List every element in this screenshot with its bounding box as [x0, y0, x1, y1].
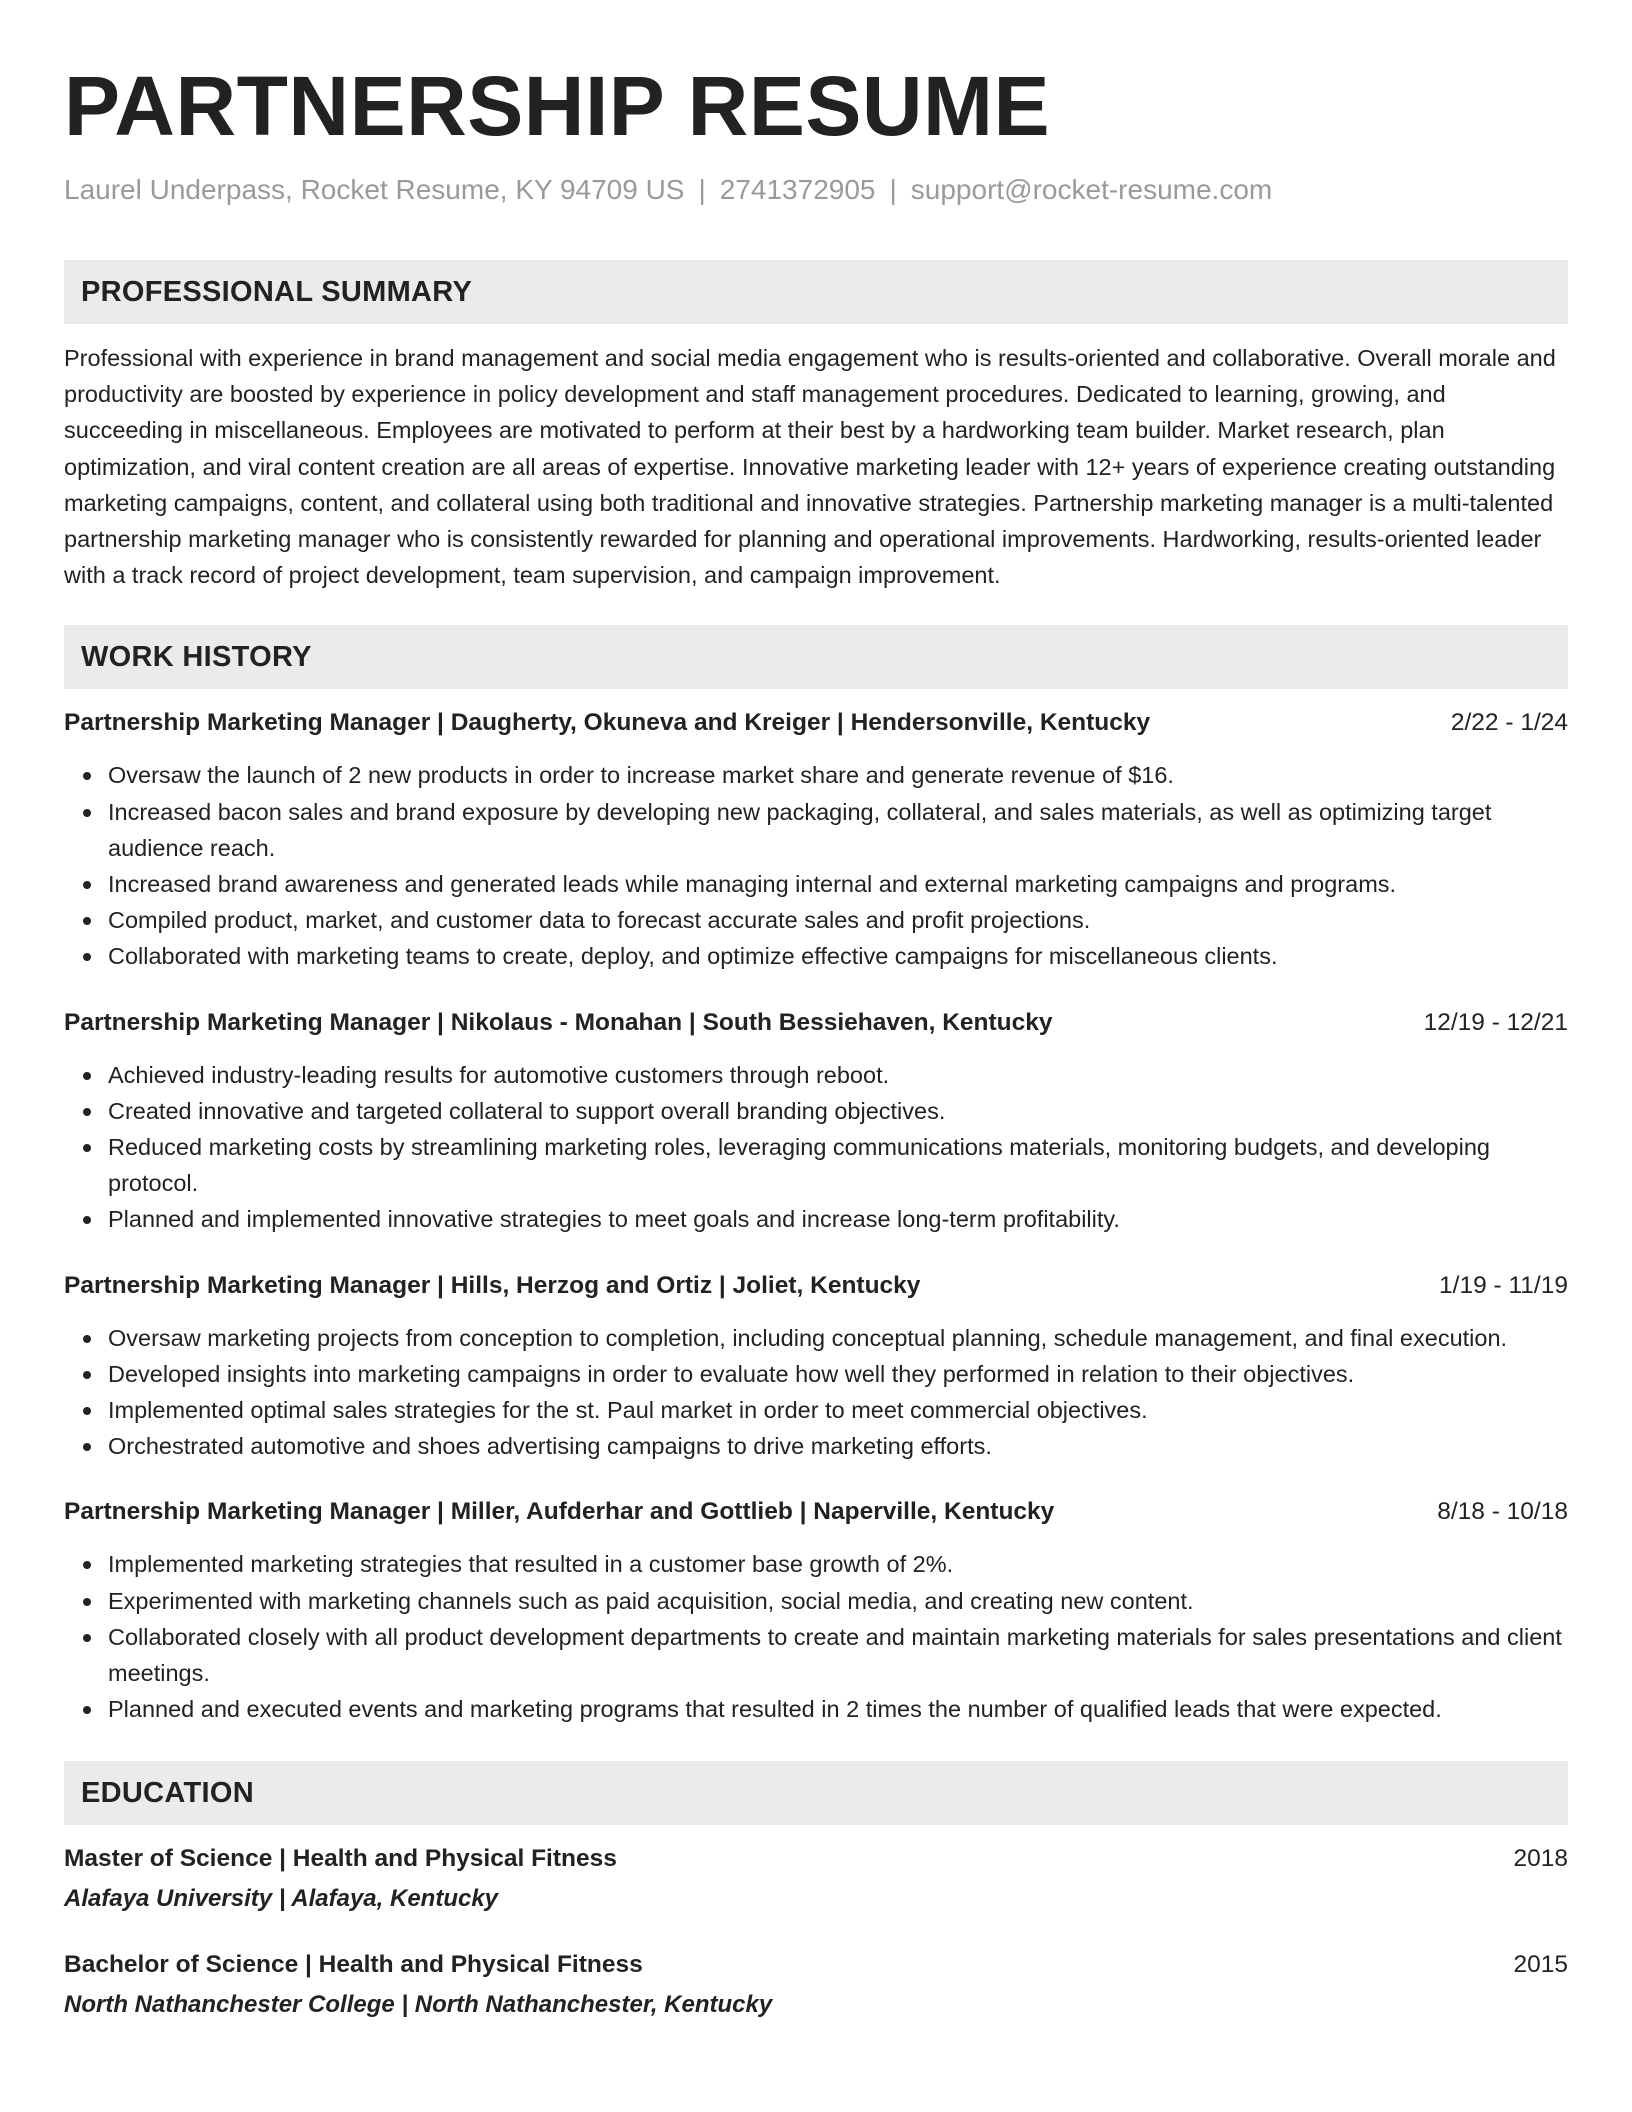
job-dates: 2/22 - 1/24 — [1450, 709, 1568, 737]
job-bullet: Increased bacon sales and brand exposure by developing new packaging, collateral, and sales materials, as well as optimizing target audience reach. — [108, 794, 1568, 866]
job-bullet: Increased brand awareness and generated leads while managing internal and external marketing campaigns and programs. — [108, 866, 1568, 902]
section-heading-education: EDUCATION — [64, 1761, 1568, 1825]
summary-text: Professional with experience in brand management and social media engagement who is results-oriented and collaborative. Overall morale and productivity are boosted by experience in policy development and staff management procedures. Dedicated to learning, growing, and succeeding in miscellaneous. Employees are motivated to perform at their best by a hardworking team builder. Market research, plan optimization, and viral content creation are all areas of expertise. Innovative marketing leader with 12+ years of experience creating outstanding marketing campaigns, content, and collateral using both traditional and innovative strategies. Partnership marketing manager is a multi-talented partnership marketing manager who is consistently rewarded for planning and operational improvements. Hardworking, results-oriented leader with a track record of project development, team supervision, and campaign improvement. — [64, 345, 1556, 589]
section-heading-summary: PROFESSIONAL SUMMARY — [64, 260, 1568, 324]
education-year: 2015 — [1513, 1951, 1568, 1979]
job-title: Partnership Marketing Manager | Daugherty, Okuneva and Kreiger | Hendersonville, Kentucky — [64, 709, 1151, 737]
education-school: North Nathanchester College | North Nathanchester, Kentucky — [64, 1991, 773, 2019]
job-bullet: Implemented marketing strategies that resulted in a customer base growth of 2%. — [108, 1546, 1568, 1582]
job-header — [64, 705, 1568, 741]
job-bullet: Oversaw the launch of 2 new products in order to increase market share and generate revenue of $16. — [108, 757, 1568, 793]
job-bullet: Planned and implemented innovative strategies to meet goals and increase long-term profitability. — [108, 1201, 1568, 1237]
job-entry — [64, 1268, 1568, 1465]
education-school: Alafaya University | Alafaya, Kentucky — [64, 1885, 499, 1913]
contact-separator: | — [698, 174, 706, 205]
education-header — [64, 1841, 1568, 1877]
contact-separator: | — [889, 174, 897, 205]
job-bullet: Experimented with marketing channels such as paid acquisition, social media, and creating new content. — [108, 1583, 1568, 1619]
job-bullets — [64, 1057, 1568, 1238]
job-bullet: Implemented optimal sales strategies for the st. Paul market in order to meet commercial objectives. — [108, 1392, 1568, 1428]
job-bullet: Planned and executed events and marketing programs that resulted in 2 times the number of qualified leads that were expected. — [108, 1691, 1568, 1727]
job-dates: 8/18 - 10/18 — [1437, 1498, 1568, 1526]
job-bullet: Collaborated closely with all product development departments to create and maintain marketing materials for sales presentations and client meetings. — [108, 1619, 1568, 1691]
job-bullets — [64, 1320, 1568, 1465]
resume-title: PARTNERSHIP RESUME — [64, 59, 1051, 153]
job-bullet: Created innovative and targeted collateral to support overall branding objectives. — [108, 1093, 1568, 1129]
job-header — [64, 1005, 1568, 1041]
job-title: Partnership Marketing Manager | Nikolaus - Monahan | South Bessiehaven, Kentucky — [64, 1008, 1053, 1036]
contact-phone: 2741372905 — [719, 174, 876, 205]
job-header — [64, 1268, 1568, 1304]
section-heading-work-history: WORK HISTORY — [64, 625, 1568, 689]
contact-address: Laurel Underpass, Rocket Resume, KY 94709 US — [64, 174, 685, 205]
job-dates: 1/19 - 11/19 — [1439, 1271, 1568, 1299]
job-dates: 12/19 - 12/21 — [1423, 1008, 1568, 1036]
education-degree: Master of Science | Health and Physical Fitness — [64, 1845, 617, 1873]
job-bullet: Achieved industry-leading results for automotive customers through reboot. — [108, 1057, 1568, 1093]
job-title: Partnership Marketing Manager | Hills, Herzog and Ortiz | Joliet, Kentucky — [64, 1271, 921, 1299]
job-bullets — [64, 757, 1568, 974]
job-bullet: Developed insights into marketing campaigns in order to evaluate how well they performed in relation to their objectives. — [108, 1356, 1568, 1392]
job-bullet: Orchestrated automotive and shoes advertising campaigns to drive marketing efforts. — [108, 1428, 1568, 1464]
job-title: Partnership Marketing Manager | Miller, Aufderhar and Gottlieb | Naperville, Kentucky — [64, 1498, 1055, 1526]
job-bullet: Reduced marketing costs by streamlining marketing roles, leveraging communications materials, monitoring budgets, and developing protocol. — [108, 1129, 1568, 1201]
job-bullet: Collaborated with marketing teams to create, deploy, and optimize effective campaigns for miscellaneous clients. — [108, 938, 1568, 974]
education-entry — [64, 1947, 1568, 2023]
job-bullet: Compiled product, market, and customer data to forecast accurate sales and profit projections. — [108, 902, 1568, 938]
job-entry — [64, 705, 1568, 974]
education-header — [64, 1947, 1568, 1983]
education-entry — [64, 1841, 1568, 1917]
job-entry — [64, 1005, 1568, 1238]
education-degree: Bachelor of Science | Health and Physical Fitness — [64, 1951, 643, 1979]
education-year: 2018 — [1513, 1845, 1568, 1873]
job-header — [64, 1494, 1568, 1530]
contact-email: support@rocket-resume.com — [910, 174, 1273, 205]
job-bullets — [64, 1546, 1568, 1727]
contact-line — [64, 172, 1568, 208]
job-entry — [64, 1494, 1568, 1727]
job-bullet: Oversaw marketing projects from conception to completion, including conceptual planning, schedule management, and final execution. — [108, 1320, 1568, 1356]
